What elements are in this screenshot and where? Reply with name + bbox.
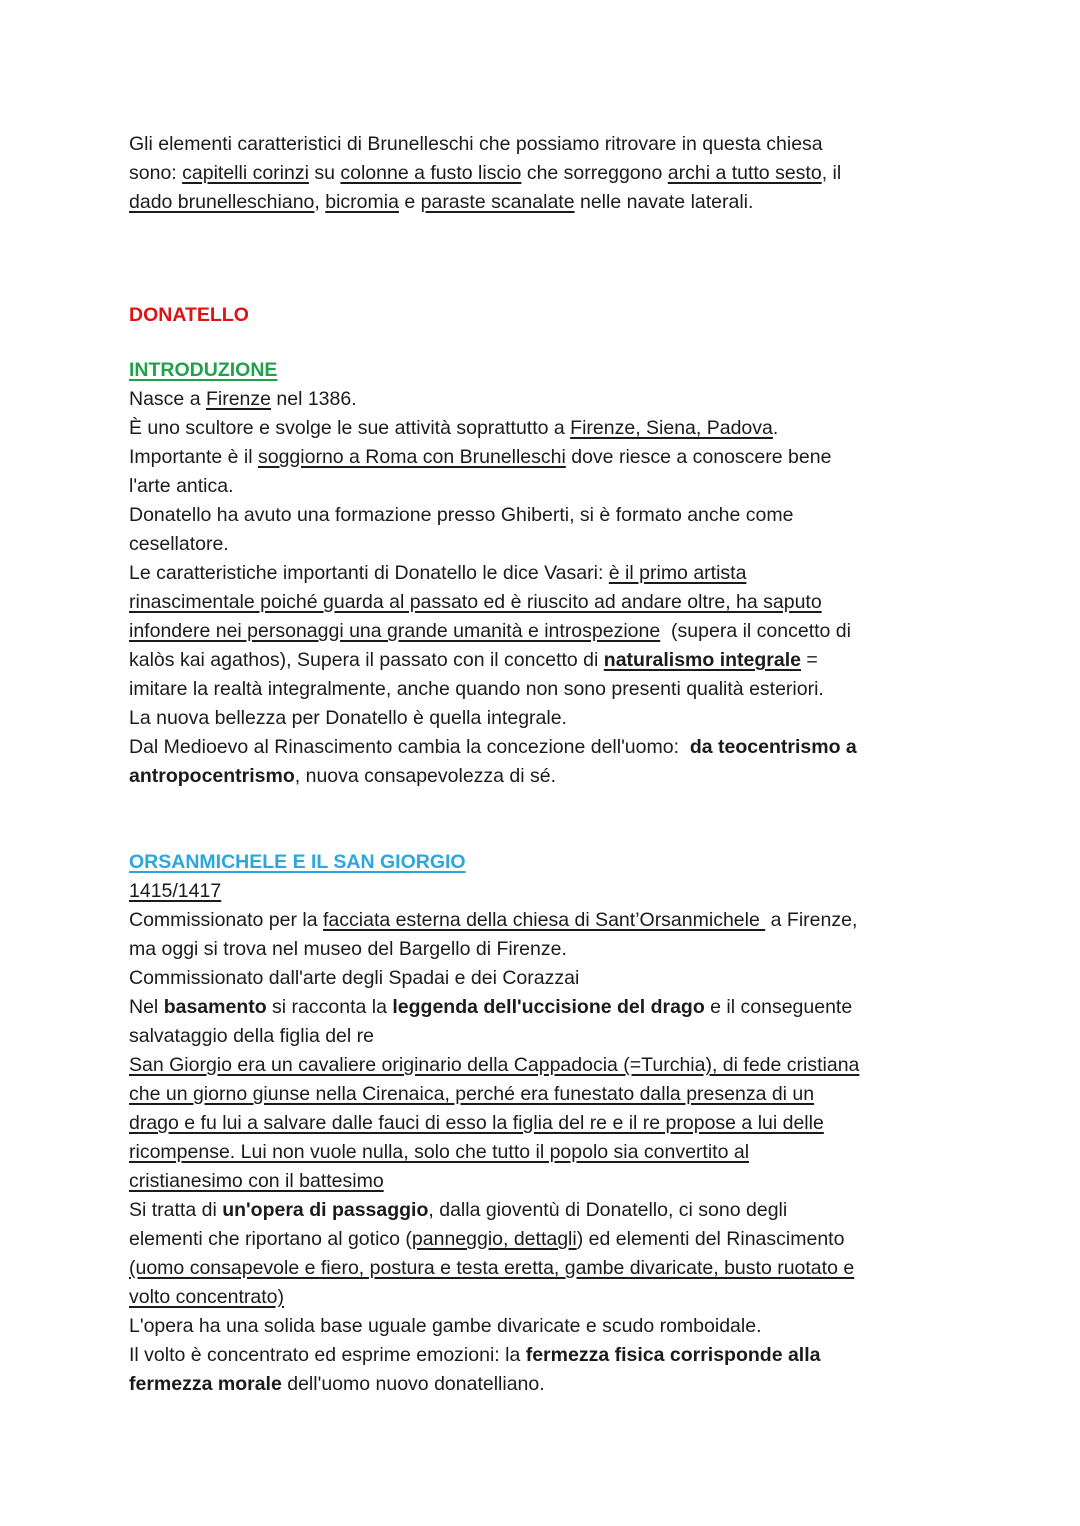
text-line: [129, 1341, 955, 1370]
text-run: dado brunelleschiano: [129, 191, 315, 213]
text-line: [129, 472, 955, 501]
heading-introduzione: [129, 356, 955, 385]
text-line: [129, 1051, 955, 1080]
text-run: (supera il concetto di: [660, 620, 851, 642]
text-line: [129, 1022, 955, 1051]
text-run: e: [398, 191, 421, 213]
text-run: Commissionato dall'arte degli Spadai e dei Corazzai: [129, 967, 580, 989]
text-run: , dalla gioventù di Donatello, ci sono degli: [428, 1199, 788, 1221]
text-line: [129, 1167, 955, 1196]
text-run: Importante è il: [129, 446, 258, 468]
text-run: Nel: [129, 996, 164, 1018]
text-run: È uno scultore e svolge le sue attività soprattutto a: [129, 417, 571, 439]
text-line: [129, 1080, 955, 1109]
text-run: antropocentrismo: [129, 765, 295, 787]
text-line: [129, 993, 955, 1022]
text-run: salvataggio della figlia del re: [129, 1025, 374, 1047]
text-run: fermezza fisica corrisponde alla: [525, 1344, 821, 1366]
text-run: Nasce a: [129, 388, 206, 410]
text-run: San Giorgio era un cavaliere originario della Cappadocia (=Turchia), di fede cristiana: [129, 1054, 860, 1076]
text-line: [129, 159, 955, 188]
text-run: bicromia: [325, 191, 399, 213]
text-line: [129, 559, 955, 588]
text-run: dove riesce a conoscere bene: [565, 446, 832, 468]
text-line: [129, 530, 955, 559]
text-line: [129, 1109, 955, 1138]
text-line: [129, 704, 955, 733]
text-line: [129, 964, 955, 993]
text-line: [129, 733, 955, 762]
text-run: (uomo consapevole e fiero, postura e testa eretta, gambe divaricate, busto ruotato e: [129, 1257, 855, 1279]
text-run: panneggio, dettagli: [411, 1228, 577, 1250]
text-line: [129, 1312, 955, 1341]
text-line: [129, 877, 955, 906]
text-run: leggenda dell'uccisione del drago: [392, 996, 705, 1018]
text-line: [129, 188, 955, 217]
text-run: facciata esterna della chiesa di Sant’Orsanmichele: [323, 909, 766, 931]
text-line: [129, 906, 955, 935]
text-line: [129, 443, 955, 472]
text-line: [129, 848, 955, 877]
heading-orsanmichele-san-giorgio: [129, 848, 955, 877]
text-run: Si tratta di: [129, 1199, 223, 1221]
text-run: Commissionato per la: [129, 909, 323, 931]
text-run: imitare la realtà integralmente, anche quando non sono presenti qualità esteriori.: [129, 678, 824, 700]
text-run: .: [772, 417, 779, 439]
text-run: elementi che riportano al gotico (: [129, 1228, 412, 1250]
text-run: soggiorno a Roma con Brunelleschi: [257, 446, 566, 468]
text-run: rinascimentale poiché guarda al passato ed è riuscito ad andare oltre, ha saputo: [129, 591, 822, 613]
text-run: da teocentrismo a: [689, 736, 857, 758]
text-line: [129, 588, 955, 617]
text-run: archi a tutto sesto: [667, 162, 822, 184]
text-run: infondere nei personaggi una grande umanità e introspezione: [129, 620, 661, 642]
text-run: fermezza morale: [129, 1373, 282, 1395]
text-run: La nuova bellezza per Donatello è quella integrale.: [129, 707, 567, 729]
text-run: un'opera di passaggio: [222, 1199, 429, 1221]
heading-donatello: [129, 301, 955, 330]
text-run: drago e fu lui a salvare dalle fauci di esso la figlia del re e il re propose a lui delle: [129, 1112, 824, 1134]
text-run: Gli elementi caratteristici di Brunelleschi che possiamo ritrovare in questa chiesa: [129, 133, 823, 155]
text-run: e il conseguente: [704, 996, 853, 1018]
text-run: naturalismo integrale: [603, 649, 801, 671]
text-run: sono:: [129, 162, 183, 184]
spacer: [129, 330, 955, 356]
text-run: capitelli corinzi: [182, 162, 309, 184]
text-line: [129, 385, 955, 414]
text-line: [129, 1225, 955, 1254]
text-run: che un giorno giunse nella Cirenaica, perché era funestato dalla presenza di un: [129, 1083, 815, 1105]
text-run: cesellatore.: [129, 533, 229, 555]
text-run: Il volto è concentrato ed esprime emozioni: la: [129, 1344, 526, 1366]
text-run: ) ed elementi del Rinascimento: [576, 1228, 845, 1250]
text-run: Firenze, Siena, Padova: [570, 417, 773, 439]
text-line: [129, 935, 955, 964]
paragraph-brunelleschi-elements: [129, 130, 955, 217]
text-line: [129, 301, 955, 330]
text-run: cristianesimo con il battesimo: [129, 1170, 384, 1192]
text-line: [129, 130, 955, 159]
text-run: =: [801, 649, 818, 671]
text-run: l'arte antica.: [129, 475, 234, 497]
text-run: , il: [821, 162, 842, 184]
spacer: [129, 217, 955, 301]
text-run: si racconta la: [266, 996, 393, 1018]
text-run: è il primo artista: [608, 562, 747, 584]
text-run: che sorreggono: [521, 162, 668, 184]
text-line: [129, 1370, 955, 1399]
text-run: DONATELLO: [129, 304, 249, 326]
text-line: [129, 646, 955, 675]
text-run: ORSANMICHELE E IL SAN GIORGIO: [129, 851, 466, 873]
text-line: [129, 1254, 955, 1283]
text-run: dell'uomo nuovo donatelliano.: [281, 1373, 545, 1395]
text-run: 1415/1417: [129, 880, 222, 902]
text-line: [129, 414, 955, 443]
text-run: colonne a fusto liscio: [340, 162, 522, 184]
text-run: Firenze: [205, 388, 271, 410]
text-run: basamento: [163, 996, 267, 1018]
text-run: kalòs kai agathos), Supera il passato con il concetto di: [129, 649, 604, 671]
text-run: Dal Medioevo al Rinascimento cambia la concezione dell'uomo:: [129, 736, 690, 758]
text-line: [129, 617, 955, 646]
text-run: ,: [314, 191, 326, 213]
text-line: [129, 1283, 955, 1312]
spacer: [129, 791, 955, 848]
text-line: [129, 1138, 955, 1167]
text-line: [129, 675, 955, 704]
text-run: L'opera ha una solida base uguale gambe divaricate e scudo romboidale.: [129, 1315, 762, 1337]
paragraph-donatello-intro: [129, 385, 955, 791]
text-run: Le caratteristiche importanti di Donatello le dice Vasari:: [129, 562, 609, 584]
text-run: su: [308, 162, 341, 184]
text-run: nel 1386.: [270, 388, 357, 410]
text-run: a Firenze,: [765, 909, 858, 931]
text-run: , nuova consapevolezza di sé.: [294, 765, 557, 787]
text-run: paraste scanalate: [420, 191, 575, 213]
text-line: [129, 1196, 955, 1225]
text-run: INTRODUZIONE: [129, 359, 278, 381]
text-run: Donatello ha avuto una formazione presso Ghiberti, si è formato anche come: [129, 504, 794, 526]
text-line: [129, 501, 955, 530]
text-run: volto concentrato): [129, 1286, 285, 1308]
text-line: [129, 762, 955, 791]
text-run: ma oggi si trova nel museo del Bargello di Firenze.: [129, 938, 567, 960]
text-line: [129, 356, 955, 385]
text-run: nelle navate laterali.: [574, 191, 754, 213]
paragraph-san-giorgio: [129, 877, 955, 1399]
text-run: ricompense. Lui non vuole nulla, solo che tutto il popolo sia convertito al: [129, 1141, 750, 1163]
